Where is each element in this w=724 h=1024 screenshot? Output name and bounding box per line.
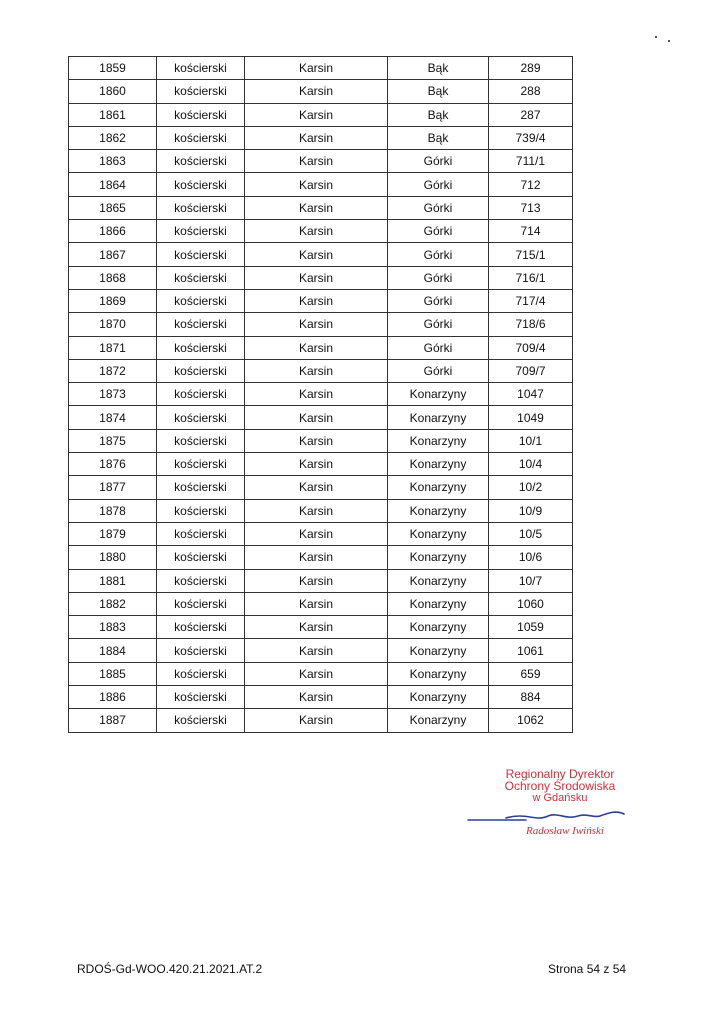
county-cell: kościerski	[157, 592, 245, 615]
table-row	[69, 196, 573, 219]
parcel-number-cell: 715/1	[489, 243, 573, 266]
municipality-cell: Karsin	[245, 150, 388, 173]
county-cell: kościerski	[157, 243, 245, 266]
county-cell: kościerski	[157, 429, 245, 452]
row-number-cell: 1881	[69, 569, 157, 592]
municipality-cell: Karsin	[245, 359, 388, 382]
row-number-cell: 1878	[69, 499, 157, 522]
table-row	[69, 546, 573, 569]
row-number-cell: 1887	[69, 709, 157, 732]
municipality-cell: Karsin	[245, 383, 388, 406]
row-number-cell: 1864	[69, 173, 157, 196]
row-number-cell: 1874	[69, 406, 157, 429]
precinct-cell: Konarzyny	[388, 569, 489, 592]
scan-speck	[655, 36, 657, 38]
municipality-cell: Karsin	[245, 429, 388, 452]
row-number-cell: 1886	[69, 686, 157, 709]
table-row	[69, 313, 573, 336]
municipality-cell: Karsin	[245, 196, 388, 219]
municipality-cell: Karsin	[245, 616, 388, 639]
parcel-number-cell: 10/7	[489, 569, 573, 592]
county-cell: kościerski	[157, 150, 245, 173]
row-number-cell: 1877	[69, 476, 157, 499]
table-row	[69, 220, 573, 243]
document-reference: RDOŚ-Gd-WOO.420.21.2021.AT.2	[77, 962, 263, 976]
table-row	[69, 592, 573, 615]
table-row	[69, 686, 573, 709]
precinct-cell: Górki	[388, 266, 489, 289]
precinct-cell: Konarzyny	[388, 616, 489, 639]
county-cell: kościerski	[157, 383, 245, 406]
table-row	[69, 80, 573, 103]
county-cell: kościerski	[157, 336, 245, 359]
precinct-cell: Górki	[388, 336, 489, 359]
municipality-cell: Karsin	[245, 406, 388, 429]
municipality-cell: Karsin	[245, 220, 388, 243]
municipality-cell: Karsin	[245, 243, 388, 266]
parcel-number-cell: 1061	[489, 639, 573, 662]
table-row	[69, 639, 573, 662]
table-row	[69, 266, 573, 289]
county-cell: kościerski	[157, 639, 245, 662]
row-number-cell: 1865	[69, 196, 157, 219]
row-number-cell: 1866	[69, 220, 157, 243]
parcel-number-cell: 711/1	[489, 150, 573, 173]
parcel-number-cell: 289	[489, 57, 573, 80]
row-number-cell: 1879	[69, 522, 157, 545]
county-cell: kościerski	[157, 476, 245, 499]
parcel-number-cell: 10/6	[489, 546, 573, 569]
county-cell: kościerski	[157, 406, 245, 429]
precinct-cell: Górki	[388, 220, 489, 243]
county-cell: kościerski	[157, 616, 245, 639]
table-row	[69, 709, 573, 732]
municipality-cell: Karsin	[245, 546, 388, 569]
row-number-cell: 1863	[69, 150, 157, 173]
parcel-number-cell: 287	[489, 103, 573, 126]
county-cell: kościerski	[157, 569, 245, 592]
municipality-cell: Karsin	[245, 499, 388, 522]
county-cell: kościerski	[157, 103, 245, 126]
precinct-cell: Konarzyny	[388, 546, 489, 569]
parcel-number-cell: 1062	[489, 709, 573, 732]
row-number-cell: 1884	[69, 639, 157, 662]
parcel-number-cell: 709/4	[489, 336, 573, 359]
table-row	[69, 453, 573, 476]
county-cell: kościerski	[157, 126, 245, 149]
municipality-cell: Karsin	[245, 592, 388, 615]
municipality-cell: Karsin	[245, 476, 388, 499]
precinct-cell: Konarzyny	[388, 686, 489, 709]
parcel-number-cell: 10/2	[489, 476, 573, 499]
county-cell: kościerski	[157, 57, 245, 80]
county-cell: kościerski	[157, 173, 245, 196]
table-row	[69, 289, 573, 312]
parcel-number-cell: 1047	[489, 383, 573, 406]
municipality-cell: Karsin	[245, 126, 388, 149]
county-cell: kościerski	[157, 546, 245, 569]
municipality-cell: Karsin	[245, 686, 388, 709]
parcel-number-cell: 10/5	[489, 522, 573, 545]
municipality-cell: Karsin	[245, 313, 388, 336]
precinct-cell: Górki	[388, 243, 489, 266]
municipality-cell: Karsin	[245, 336, 388, 359]
precinct-cell: Bąk	[388, 103, 489, 126]
parcel-number-cell: 718/6	[489, 313, 573, 336]
municipality-cell: Karsin	[245, 662, 388, 685]
precinct-cell: Konarzyny	[388, 406, 489, 429]
municipality-cell: Karsin	[245, 639, 388, 662]
parcel-number-cell: 1049	[489, 406, 573, 429]
row-number-cell: 1867	[69, 243, 157, 266]
county-cell: kościerski	[157, 686, 245, 709]
row-number-cell: 1860	[69, 80, 157, 103]
parcel-number-cell: 659	[489, 662, 573, 685]
row-number-cell: 1873	[69, 383, 157, 406]
precinct-cell: Konarzyny	[388, 639, 489, 662]
precinct-cell: Górki	[388, 359, 489, 382]
county-cell: kościerski	[157, 196, 245, 219]
municipality-cell: Karsin	[245, 266, 388, 289]
table-row	[69, 126, 573, 149]
precinct-cell: Konarzyny	[388, 709, 489, 732]
table-row	[69, 429, 573, 452]
precinct-cell: Konarzyny	[388, 476, 489, 499]
table-row	[69, 662, 573, 685]
county-cell: kościerski	[157, 80, 245, 103]
table-row	[69, 499, 573, 522]
county-cell: kościerski	[157, 662, 245, 685]
parcel-number-cell: 709/7	[489, 359, 573, 382]
parcel-number-cell: 10/1	[489, 429, 573, 452]
row-number-cell: 1869	[69, 289, 157, 312]
precinct-cell: Górki	[388, 289, 489, 312]
table-row	[69, 476, 573, 499]
parcel-number-cell: 713	[489, 196, 573, 219]
parcel-number-cell: 1060	[489, 592, 573, 615]
county-cell: kościerski	[157, 266, 245, 289]
stamp-line-3: w Gdańsku	[532, 792, 588, 804]
row-number-cell: 1870	[69, 313, 157, 336]
table-row	[69, 616, 573, 639]
stamp-line-2: Ochrony Środowiska	[504, 779, 616, 793]
table-row	[69, 336, 573, 359]
county-cell: kościerski	[157, 499, 245, 522]
table-row	[69, 103, 573, 126]
parcel-number-cell: 288	[489, 80, 573, 103]
row-number-cell: 1882	[69, 592, 157, 615]
row-number-cell: 1861	[69, 103, 157, 126]
signatory-name: Radosław Iwiński	[526, 825, 604, 837]
precinct-cell: Górki	[388, 173, 489, 196]
parcel-number-cell: 739/4	[489, 126, 573, 149]
parcels-table	[68, 56, 573, 733]
table-row	[69, 243, 573, 266]
row-number-cell: 1883	[69, 616, 157, 639]
precinct-cell: Konarzyny	[388, 453, 489, 476]
county-cell: kościerski	[157, 220, 245, 243]
page-number: Strona 54 z 54	[548, 962, 627, 976]
parcel-number-cell: 712	[489, 173, 573, 196]
municipality-cell: Karsin	[245, 453, 388, 476]
precinct-cell: Konarzyny	[388, 592, 489, 615]
municipality-cell: Karsin	[245, 80, 388, 103]
county-cell: kościerski	[157, 313, 245, 336]
parcel-number-cell: 714	[489, 220, 573, 243]
row-number-cell: 1885	[69, 662, 157, 685]
precinct-cell: Konarzyny	[388, 499, 489, 522]
scan-speck	[668, 40, 670, 42]
municipality-cell: Karsin	[245, 569, 388, 592]
precinct-cell: Bąk	[388, 80, 489, 103]
parcel-number-cell: 1059	[489, 616, 573, 639]
precinct-cell: Bąk	[388, 57, 489, 80]
precinct-cell: Górki	[388, 150, 489, 173]
county-cell: kościerski	[157, 709, 245, 732]
official-stamp	[500, 768, 620, 804]
row-number-cell: 1880	[69, 546, 157, 569]
parcel-number-cell: 717/4	[489, 289, 573, 312]
precinct-cell: Górki	[388, 313, 489, 336]
parcel-number-cell: 10/9	[489, 499, 573, 522]
parcel-number-cell: 884	[489, 686, 573, 709]
table-row	[69, 359, 573, 382]
county-cell: kościerski	[157, 453, 245, 476]
parcel-number-cell: 716/1	[489, 266, 573, 289]
municipality-cell: Karsin	[245, 57, 388, 80]
precinct-cell: Bąk	[388, 126, 489, 149]
table-row	[69, 522, 573, 545]
table-row	[69, 383, 573, 406]
row-number-cell: 1862	[69, 126, 157, 149]
table-row	[69, 173, 573, 196]
table-row	[69, 57, 573, 80]
county-cell: kościerski	[157, 522, 245, 545]
precinct-cell: Konarzyny	[388, 522, 489, 545]
table-row	[69, 569, 573, 592]
municipality-cell: Karsin	[245, 709, 388, 732]
row-number-cell: 1876	[69, 453, 157, 476]
parcels-table-body	[69, 57, 573, 733]
row-number-cell: 1859	[69, 57, 157, 80]
stamp-line-1: Regionalny Dyrektor	[505, 767, 615, 781]
municipality-cell: Karsin	[245, 173, 388, 196]
table-row	[69, 150, 573, 173]
precinct-cell: Konarzyny	[388, 662, 489, 685]
municipality-cell: Karsin	[245, 103, 388, 126]
county-cell: kościerski	[157, 289, 245, 312]
row-number-cell: 1875	[69, 429, 157, 452]
parcel-number-cell: 10/4	[489, 453, 573, 476]
county-cell: kościerski	[157, 359, 245, 382]
precinct-cell: Konarzyny	[388, 383, 489, 406]
municipality-cell: Karsin	[245, 522, 388, 545]
row-number-cell: 1872	[69, 359, 157, 382]
row-number-cell: 1868	[69, 266, 157, 289]
precinct-cell: Konarzyny	[388, 429, 489, 452]
municipality-cell: Karsin	[245, 289, 388, 312]
precinct-cell: Górki	[388, 196, 489, 219]
row-number-cell: 1871	[69, 336, 157, 359]
table-row	[69, 406, 573, 429]
